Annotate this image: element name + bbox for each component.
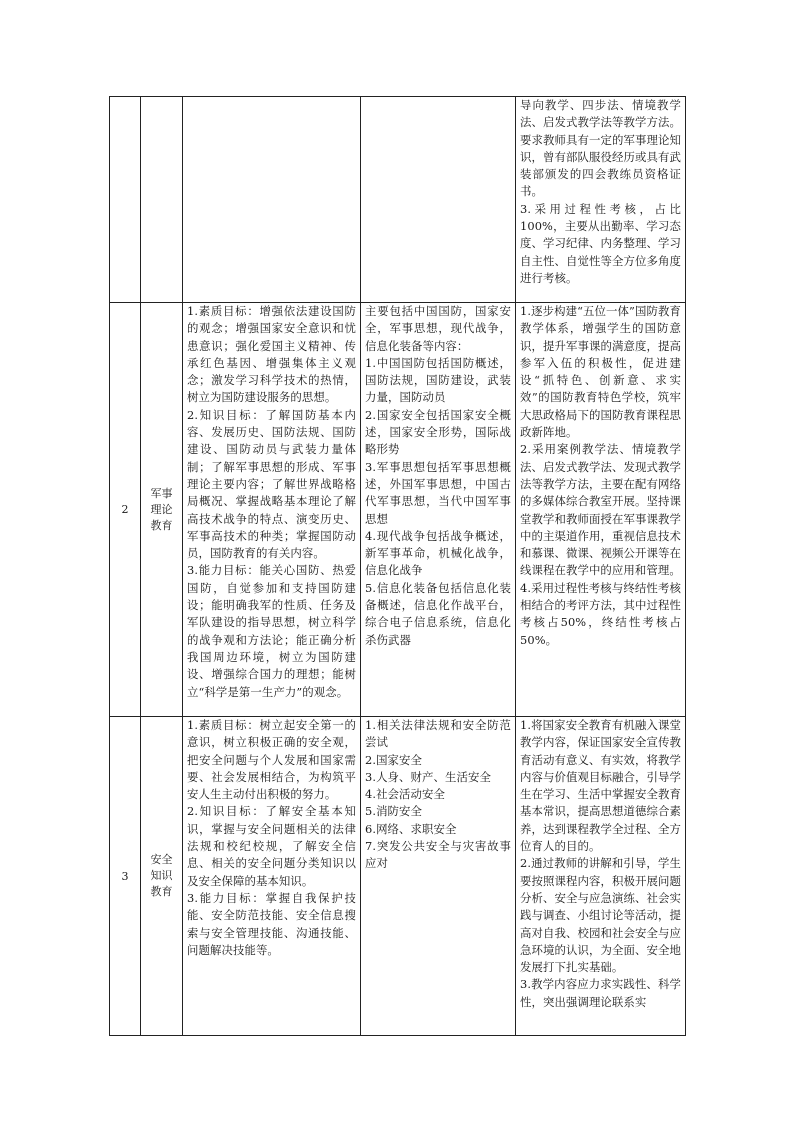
content-paragraph: 3.军事思想包括军事思想概述，外国军事思想，中国古代军事思想，当代中国军事思想 [365,459,511,526]
method-paragraph: 3.教学内容应力求实践性、科学性，突出强调理论联系实 [520,977,681,1009]
row-number-cell: 3 [110,717,141,1036]
content-paragraph: 5.消防安全 [365,804,423,819]
content-paragraph: 主要包括中国国防，国家安全，军事思想，现代战争，信息化装备等内容： [365,304,511,353]
content-paragraph: 7.突发公共安全与灾害故事应对 [365,839,511,871]
content-paragraph: 1.相关法律法规和安全防范尝试 [365,718,511,750]
teaching-methods-cell [516,717,686,1036]
table-row [110,717,686,1036]
method-paragraph: 2.采用案例教学法、情境教学法、启发式教学法、发现式教学法等教学方法，主要在配有网络的多媒体综合教室开展。坚持课堂教学和教师面授在军事课教学中的主渠道作用，重视信息技术和慕课、微课、视频公开课等在线课程在教学中的应用和管理。 [520,442,681,578]
content-paragraph: 4.社会活动安全 [365,787,446,802]
course-content-cell [361,303,516,717]
goal-paragraph: 2.知识目标：了解安全基本知识，掌握与安全问题相关的法律法规和校纪校规，了解安全信息、相关的安全问题分类知识以及安全保障的基本知识。 [187,804,356,888]
goal-paragraph: 3.能力目标：能关心国防、热爱国防，自觉参加和支持国防建设；能明确我军的性质、任务及军队建设的指导思想，树立科学的战争观和方法论；能正确分析我国周边环境，树立为国防建设、增强综合国力的理想；能树立“科学是第一生产力”的观念。 [187,563,356,699]
content-paragraph: 4.现代战争包括战争概述，新军事革命，机械化战争，信息化战争 [365,528,511,578]
method-paragraph: 1.将国家安全教育有机融入课堂教学内容，保证国家安全宣传教育活动有意义、有实效，将教学内容与价值观目标融合，引导学生在学习、生活中掌握安全教育基本常识，提高思想道德综合素养，达到课程教学全过程、全方位育人的目的。 [520,718,681,854]
table-row [110,97,686,303]
course-goals-cell [183,303,361,717]
course-goals-cell [183,717,361,1036]
row-number-cell: 2 [110,303,141,717]
method-paragraph: 2.通过教师的讲解和引导，学生要按照课程内容，积极开展问题分析、安全与应急演练、社会实践与调查、小组讨论等活动，提高对自我、校园和社会安全与应急环境的认识，为全面、安全地发展打下扎实基础。 [520,856,681,975]
course-name-cell [141,97,183,303]
content-paragraph: 6.网络、求职安全 [365,821,457,836]
content-paragraph: 2.国家安全 [365,752,423,767]
curriculum-table [109,96,686,1036]
table-row [110,303,686,717]
goal-paragraph: 1.素质目标：增强依法建设国防的观念；增强国家安全意识和忧患意识；强化爱国主义精神、传承红色基因、增强集体主义观念；激发学习科学技术的热情，树立为国防建设服务的思想。 [187,304,356,405]
content-paragraph: 1.中国国防包括国防概述，国防法规，国防建设，武装力量，国防动员 [365,355,511,405]
row-number-cell [110,97,141,303]
teaching-methods-cell [516,303,686,717]
method-paragraph: 导向教学、四步法、情境教学法、启发式教学法等教学方法。要求教师具有一定的军事理论知识，曾有部队服役经历或具有武装部颁发的四会教练员资格证书。 [520,98,681,199]
goal-paragraph: 2.知识目标：了解国防基本内容、发展历史、国防法规、国防建设、国防动员与武装力量体制；了解军事思想的形成、军事理论主要内容；了解世界战略格局概况、掌握战略基本理论了解高技术战争的特点、演变历史、军事高技术的种类；掌握国防动员，国防教育的有关内容。 [187,407,356,561]
goal-paragraph: 3.能力目标：掌握自我保护技能、安全防范技能、安全信息搜索与安全管理技能、沟通技能、问题解决技能等。 [187,890,356,957]
course-name-cell: 军事理论教育 [141,303,183,717]
content-paragraph: 5.信息化装备包括信息化装备概述，信息化作战平台，综合电子信息系统，信息化杀伤武器 [365,580,511,647]
course-goals-cell [183,97,361,303]
teaching-methods-cell [516,97,686,303]
method-paragraph: 4.采用过程性考核与终结性考核相结合的考评方法，其中过程性考核占50%，终结性考核占50%。 [520,580,681,647]
course-content-cell [361,97,516,303]
method-paragraph: 1.逐步构建“五位一体”国防教育教学体系，增强学生的国防意识，提升军事课的满意度，提高参军入伍的积极性，促进建设“抓特色、创新意、求实效”的国防教育特色学校，筑牢大思政格局下的国防教育课程思政新阵地。 [520,304,681,440]
goal-paragraph: 1.素质目标：树立起安全第一的意识，树立积极正确的安全观，把安全问题与个人发展和国家需要、社会发展相结合，为构筑平安人生主动付出积极的努力。 [187,718,356,802]
course-name-cell: 安全知识教育 [141,717,183,1036]
course-content-cell [361,717,516,1036]
content-paragraph: 3.人身、财产、生活安全 [365,769,491,784]
content-paragraph: 2.国家安全包括国家安全概述，国家安全形势，国际战略形势 [365,407,511,457]
method-paragraph: 3.采用过程性考核，占比100%，主要从出勤率、学习态度、学习纪律、内务整理、学习自主性、自觉性等全方位多角度进行考核。 [520,201,681,285]
